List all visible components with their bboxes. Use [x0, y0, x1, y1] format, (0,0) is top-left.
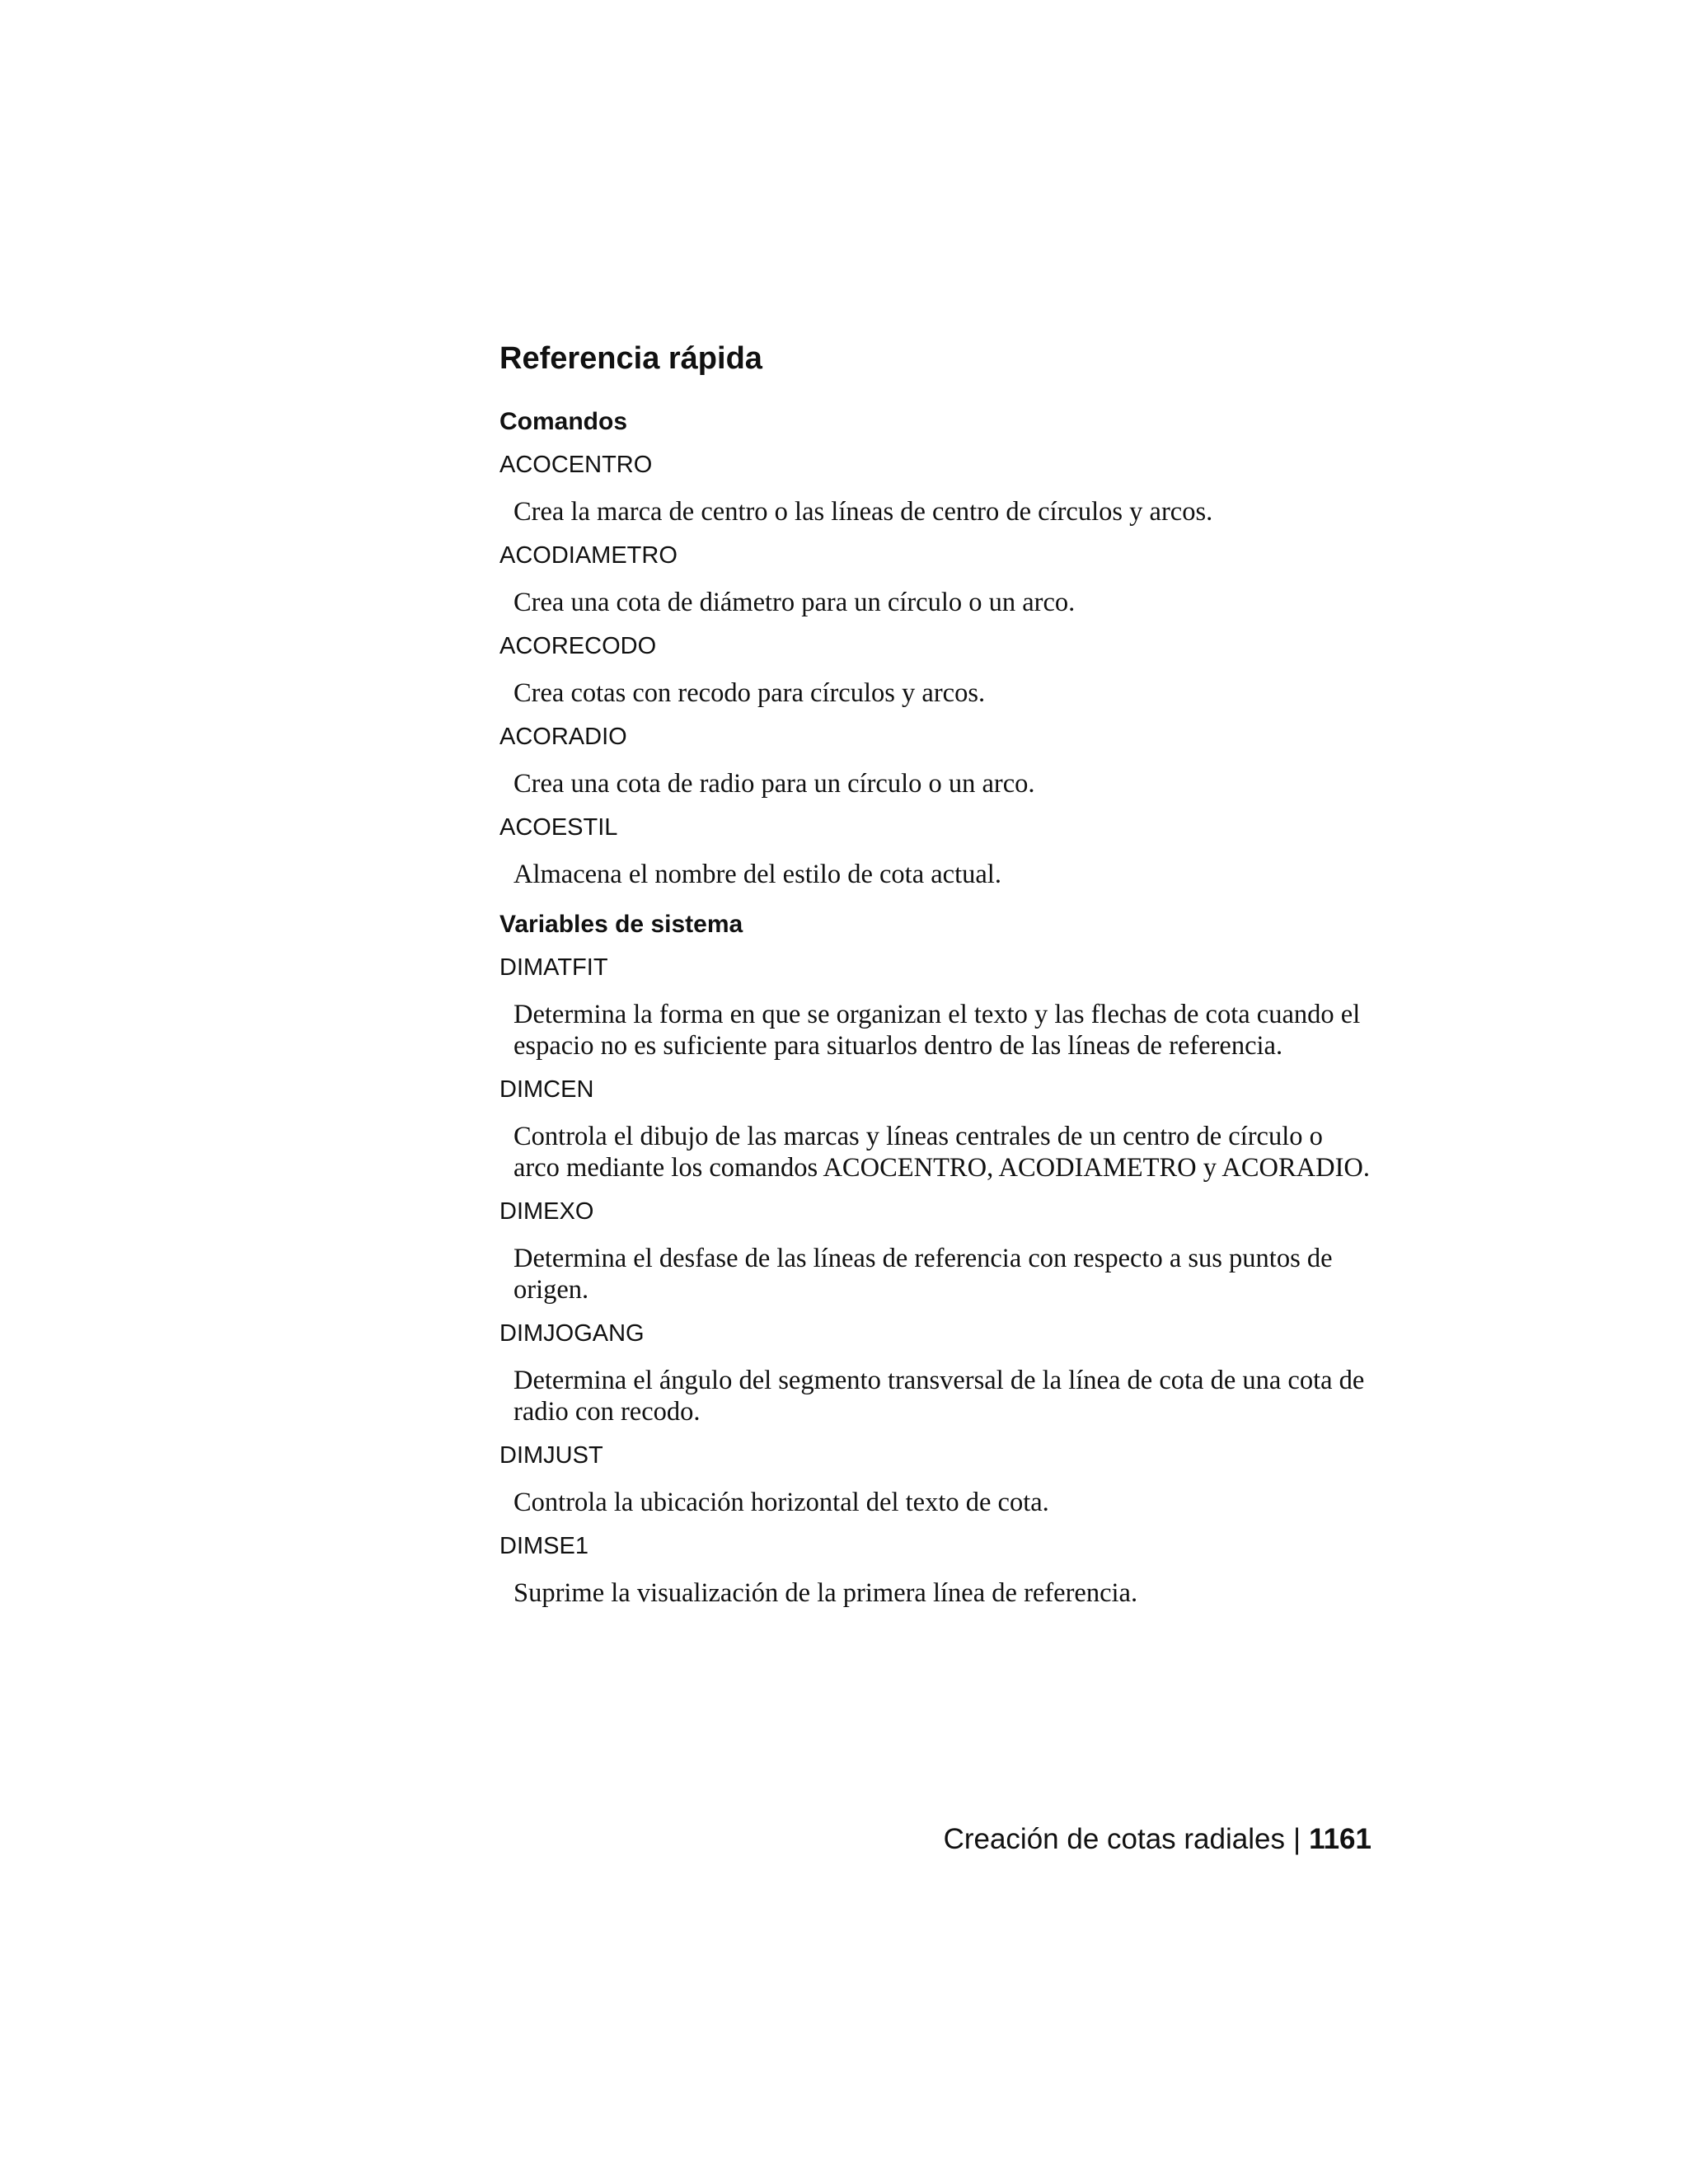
command-definition: Crea una cota de diámetro para un círculo o un arco. [513, 588, 1076, 617]
variable-entry [499, 1317, 1373, 1427]
command-definition: Crea la marca de centro o las líneas de centro de círculos y arcos. [513, 497, 1213, 527]
variable-term: DIMATFIT [499, 954, 608, 981]
command-definition: Crea cotas con recodo para círculos y arcos. [513, 678, 986, 708]
page-number: 1161 [1309, 1823, 1372, 1855]
variable-definition: Controla la ubicación horizontal del texto de cota. [513, 1488, 1049, 1517]
variable-term: DIMEXO [499, 1198, 594, 1225]
variable-entry [499, 1195, 1373, 1305]
command-entry [499, 811, 1373, 890]
variable-definition: Determina el ángulo del segmento transversal de la línea de cota de una cota de radio con recodo. [513, 1366, 1365, 1427]
variable-entry [499, 1073, 1373, 1183]
commands-heading: Comandos [499, 408, 628, 435]
command-term: ACOESTIL [499, 814, 618, 841]
variable-definition: Controla el dibujo de las marcas y líneas centrales de un centro de círculo o arco mediante los comandos ACOCENTRO, ACODIAMETRO y ACORADIO. [513, 1122, 1371, 1183]
system-variables-block [499, 908, 1373, 1609]
command-term: ACORECODO [499, 633, 657, 659]
variable-term: DIMJUST [499, 1442, 603, 1469]
variable-entry [499, 951, 1373, 1062]
command-entry [499, 448, 1373, 527]
quick-reference-section [499, 340, 1373, 1620]
command-definition: Almacena el nombre del estilo de cota actual. [513, 860, 1001, 889]
footer-chapter-title: Creación de cotas radiales [943, 1823, 1285, 1855]
command-term: ACORADIO [499, 724, 627, 750]
command-entry [499, 720, 1373, 799]
system-variables-list [499, 951, 1373, 1609]
command-entry [499, 630, 1373, 709]
system-variables-heading: Variables de sistema [499, 911, 743, 938]
variable-definition: Determina el desfase de las líneas de referencia con respecto a sus puntos de origen. [513, 1244, 1333, 1305]
page-footer [944, 1821, 1372, 1858]
commands-block [499, 405, 1373, 890]
variable-definition: Determina la forma en que se organizan el texto y las flechas de cota cuando el espacio no es suficiente para situarlos dentro de las líneas de referencia. [513, 1000, 1361, 1061]
variable-term: DIMJOGANG [499, 1320, 645, 1347]
command-term: ACODIAMETRO [499, 542, 678, 569]
section-title: Referencia rápida [499, 341, 762, 376]
footer-separator: | [1292, 1823, 1301, 1855]
variable-definition: Suprime la visualización de la primera línea de referencia. [513, 1578, 1138, 1608]
command-term: ACOCENTRO [499, 452, 653, 478]
variable-term: DIMSE1 [499, 1533, 588, 1559]
variable-term: DIMCEN [499, 1076, 594, 1103]
variable-entry [499, 1439, 1373, 1518]
variable-entry [499, 1530, 1373, 1609]
command-entry [499, 539, 1373, 618]
commands-list [499, 448, 1373, 890]
command-definition: Crea una cota de radio para un círculo o un arco. [513, 769, 1035, 799]
